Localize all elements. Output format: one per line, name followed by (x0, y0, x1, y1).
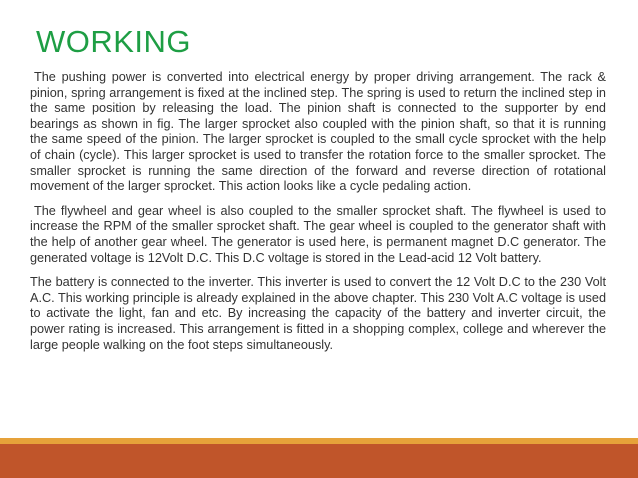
paragraph-inverter: The battery is connected to the inverter. This inverter is used to convert the 12 Volt D.C to the 230 Volt A.C. This working principle is already explained in the above chapter. This 230 Volt A.C voltage is used to activate the light, fan and etc. By increasing the capacity of the battery and inverter circuit, the power rating is increased. This arrangement is fitted in a shopping complex, college and wherever the large people walking on the foot steps simultaneously. (30, 275, 606, 352)
footer-band (0, 444, 638, 478)
paragraph-mechanism: The pushing power is converted into electrical energy by proper driving arrangement. The rack & pinion, spring arrangement is fixed at the inclined step. The spring is used to return the inclined step in the same position by releasing the load. The pinion shaft is connected to the supporter by end bearings as shown in fig. The larger sprocket also coupled with the pinion shaft, so that it is running the same speed of the pinion. The larger sprocket is coupled to the small cycle sprocket with the help of chain (cycle). This larger sprocket is used to transfer the rotation force to the smaller sprocket. The smaller sprocket is running the same direction of the forward and reverse direction of rotational movement of the larger sprocket. This action looks like a cycle pedaling action. (30, 70, 606, 194)
paragraph-generator: The flywheel and gear wheel is also coupled to the smaller sprocket shaft. The flywheel is used to increase the RPM of the smaller sprocket shaft. The gear wheel is coupled to the generator shaft with the help of another gear wheel. The generator is used here, is permanent magnet D.C generator. The generated voltage is 12Volt D.C. This D.C voltage is stored in the Lead-acid 12 Volt battery. (30, 203, 606, 265)
slide-title: WORKING (36, 24, 192, 59)
slide-body (30, 70, 606, 362)
